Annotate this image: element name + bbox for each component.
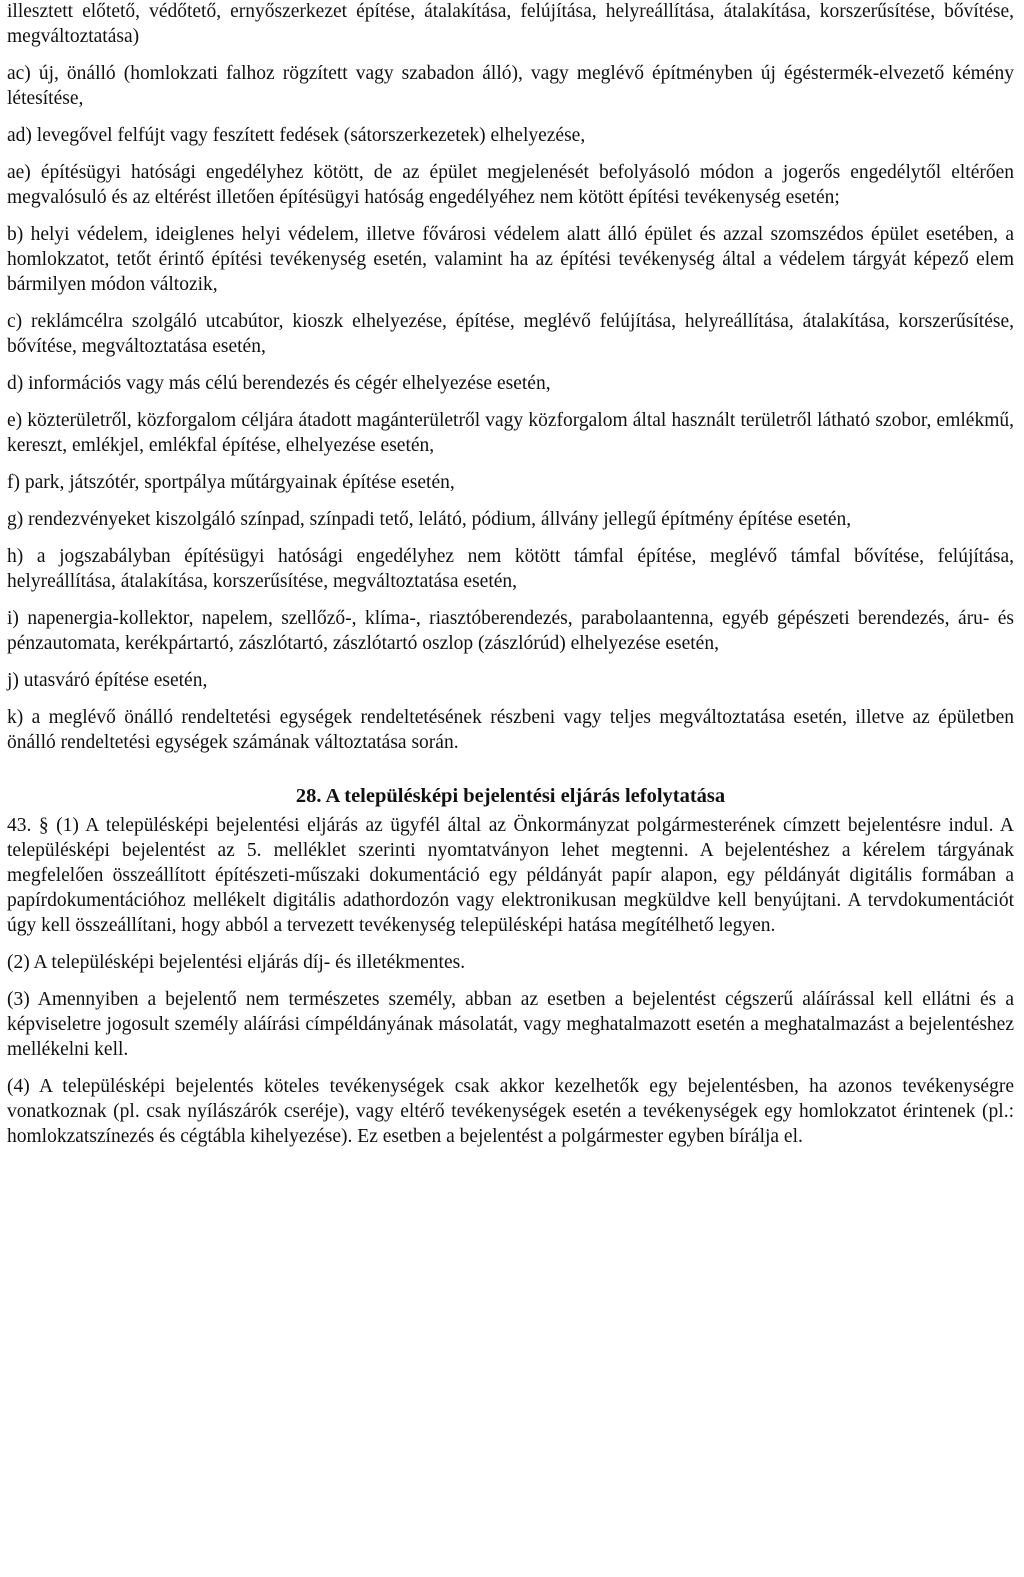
paragraph-j: j) utasváró építése esetén, bbox=[7, 670, 208, 691]
paragraph-ae: ae) építésügyi hatósági engedélyhez kötött, de az épület megjelenését befolyásoló módon a jogerős engedélytől eltérően megvalósuló és az eltérést illetően építésügyi hatóság engedélyéhez nem kötött építési tevékenység esetén; bbox=[7, 162, 1014, 208]
paragraph-k: k) a meglévő önálló rendeltetési egységek rendeltetésének részbeni vagy teljes megváltoztatása esetén, illetve az épületben önálló rendeltetési egységek számának változtatása során. bbox=[7, 707, 1014, 753]
paragraph-f: f) park, játszótér, sportpálya műtárgyainak építése esetén, bbox=[7, 472, 455, 493]
paragraph-ab-continuation: illesztett előtető, védőtető, ernyőszerkezet építése, átalakítása, felújítása, helyreállítása, átalakítása, korszerűsítése, bővítése, megváltoztatása) bbox=[7, 1, 1014, 47]
paragraph-i: i) napenergia-kollektor, napelem, szellőző-, klíma-, riasztóberendezés, parabolaantenna, egyéb gépészeti berendezés, áru- és pénzautomata, kerékpártartó, zászlótartó, zászlótartó oszlop (zászlórúd) elhelyezése esetén, bbox=[7, 608, 1014, 654]
paragraph-d: d) információs vagy más célú berendezés és cégér elhelyezése esetén, bbox=[7, 373, 551, 394]
paragraph-c: c) reklámcélra szolgáló utcabútor, kioszk elhelyezése, építése, meglévő felújítása, helyreállítása, átalakítása, korszerűsítése, bővítése, megváltoztatása esetén, bbox=[7, 311, 1014, 357]
paragraph-43-2: (2) A településképi bejelentési eljárás díj- és illetékmentes. bbox=[7, 952, 466, 973]
paragraph-h: h) a jogszabályban építésügyi hatósági engedélyhez nem kötött támfal építése, meglévő támfal bővítése, felújítása, helyreállítása, átalakítása, korszerűsítése, megváltoztatása esetén, bbox=[7, 546, 1014, 592]
paragraph-43-3: (3) Amennyiben a bejelentő nem természetes személy, abban az esetben a bejelentést cégszerű aláírással kell ellátni és a képviseletre jogosult személy aláírási címpéldányának másolatát, vagy meghatalmazott esetén a meghatalmazást a bejelentéshez mellékelni kell. bbox=[7, 989, 1014, 1060]
paragraph-e: e) közterületről, közforgalom céljára átadott magánterületről vagy közforgalom által használt területről látható szobor, emlékmű, kereszt, emlékjel, emlékfal építése, elhelyezése esetén, bbox=[7, 410, 1014, 456]
paragraph-43-4: (4) A településképi bejelentés köteles tevékenységek csak akkor kezelhetők egy bejelentésben, ha azonos tevékenységre vonatkoznak (pl. csak nyílászárók cseréje), vagy eltérő tevékenységek esetén a tevékenységek egy homlokzatot érintenek (pl.: homlokzatszínezés és cégtábla kihelyezése). Ez esetben a bejelentést a polgármester egyben bírálja el. bbox=[7, 1076, 1014, 1147]
paragraph-g: g) rendezvényeket kiszolgáló színpad, színpadi tető, lelátó, pódium, állvány jellegű építmény építése esetén, bbox=[7, 509, 852, 530]
paragraph-ad: ad) levegővel felfújt vagy feszített fedések (sátorszerkezetek) elhelyezése, bbox=[7, 125, 586, 146]
paragraph-ac: ac) új, önálló (homlokzati falhoz rögzített vagy szabadon álló), vagy meglévő építményben új égéstermék-elvezető kémény létesítése, bbox=[7, 63, 1014, 109]
paragraph-43-1: 43. § (1) A településképi bejelentési eljárás az ügyfél által az Önkormányzat polgármesterének címzett bejelentésre indul. A településképi bejelentést az 5. melléklet szerinti nyomtatványon lehet megtenni. A bejelentéshez a kérelem tárgyának megfelelően összeállított építészeti-műszaki dokumentáció egy példányát papír alapon, egy példányát digitális formában a papírdokumentációhoz mellékelt digitális adathordozón vagy elektronikusan megküldve kell benyújtani. A tervdokumentációt úgy kell összeállítani, hogy abból a tervezett tevékenység településképi hatása megítélhető legyen. bbox=[7, 815, 1014, 936]
section-heading: 28. A településképi bejelentési eljárás lefolytatása bbox=[295, 785, 726, 807]
paragraph-b: b) helyi védelem, ideiglenes helyi védelem, illetve fővárosi védelem alatt álló épület és azzal szomszédos épület esetében, a homlokzatot, tetőt érintő építési tevékenység esetén, valamint ha az építési tevékenység által a védelem tárgyát képező elem bármilyen módon változik, bbox=[7, 224, 1014, 295]
